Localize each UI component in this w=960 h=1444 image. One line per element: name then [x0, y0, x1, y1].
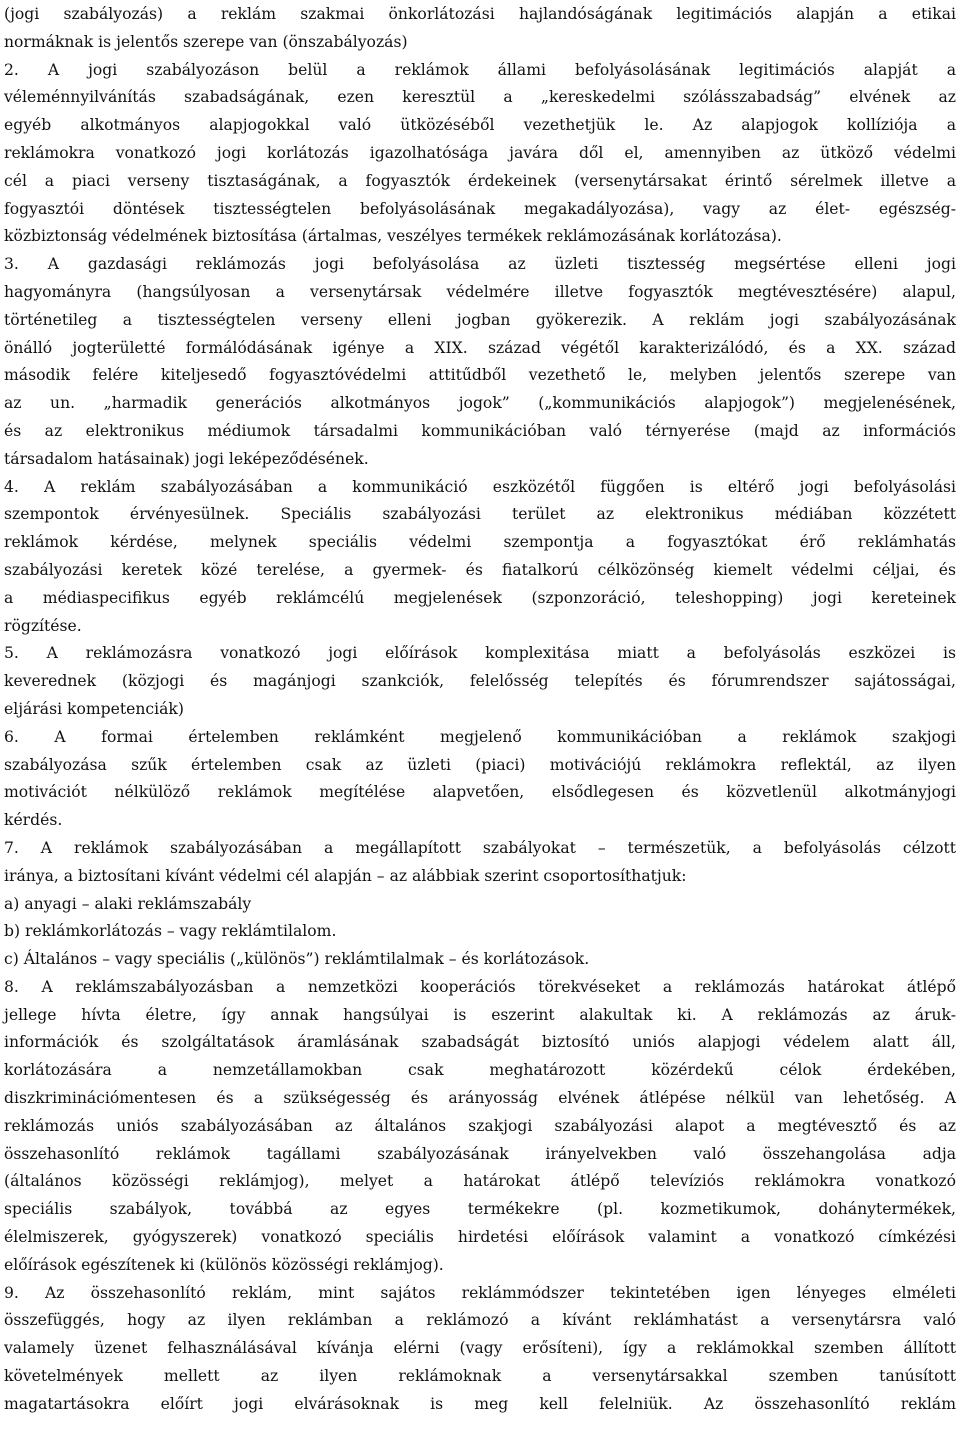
text-line: diszkriminációmentesen és a szükségesség és arányosság elvének átlépése nélkül van lehetőség. A: [4, 1089, 956, 1108]
text-line: szempontok érvényesülnek. Speciális szabályozási terület az elektronikus médiában közzétett: [4, 505, 956, 524]
text-line: történetileg a tisztességtelen verseny elleni jogban gyökerezik. A reklám jogi szabályozásának: [4, 310, 956, 329]
text-line: 6. A formai értelemben reklámként megjelenő kommunikációban a reklámok szakjogi: [4, 727, 956, 746]
document-page: [4, 1, 956, 1419]
text-line: 7. A reklámok szabályozásában a megállapított szabályokat – természetük, a befolyásolás célzott: [4, 838, 956, 857]
text-line: (általános közösségi reklámjog), melyet a határokat átlépő televíziós reklámokra vonatkozó: [4, 1172, 956, 1191]
text-line: 5. A reklámozásra vonatkozó jogi előírások komplexitása miatt a befolyásolás eszközei is: [4, 644, 956, 663]
text-line: korlátozására a nemzetállamokban csak meghatározott közérdekű célok érdekében,: [4, 1061, 956, 1080]
text-line: reklámokra vonatkozó jogi korlátozás igazolhatósága javára dől el, amennyiben az ütköző védelmi: [4, 143, 956, 162]
text-line: előírások egészítenek ki (különös közösségi reklámjog).: [4, 1255, 444, 1274]
text-line: 9. Az összehasonlító reklám, mint sajátos reklámmódszer tekintetében igen lényeges elméleti: [4, 1283, 956, 1302]
text-line: egyéb alkotmányos alapjogokkal való ütközéséből vezethetjük le. Az alapjogok kollíziója a: [4, 116, 956, 135]
text-line: második felére kiteljesedő fogyasztóvédelmi attitűdből vezethető le, melyben jelentős szerepe van: [4, 366, 956, 385]
text-line: 2. A jogi szabályozáson belül a reklámok állami befolyásolásának legitimációs alapját a: [4, 60, 956, 79]
text-line: magatartásokra előírt jogi elvárásoknak is meg kell felelniük. Az összehasonlító reklám: [4, 1394, 956, 1413]
text-line: 3. A gazdasági reklámozás jogi befolyásolása az üzleti tisztesség megsértése elleni jogi: [4, 255, 956, 274]
text-line: követelmények mellett az ilyen reklámoknak a versenytársakkal szemben tanúsított: [4, 1367, 956, 1386]
text-line: a médiaspecifikus egyéb reklámcélú megjelenések (szponzoráció, teleshopping) jogi kereteinek: [4, 588, 956, 607]
text-line: élelmiszerek, gyógyszerek) vonatkozó speciális hirdetési előírások valamint a vonatkozó címkézési: [4, 1228, 956, 1247]
text-line: rögzítése.: [4, 616, 82, 635]
text-line: a) anyagi – alaki reklámszabály: [4, 894, 252, 913]
text-line: és az elektronikus médiumok társadalmi kommunikációban való térnyerése (majd az információs: [4, 421, 956, 440]
text-line: motivációt nélkülöző reklámok megítélése alapvetően, elsődlegesen és közvetlenül alkotmányjogi: [4, 783, 956, 802]
text-line: normáknak is jelentős szerepe van (önszabályozás): [4, 32, 408, 51]
text-line: 4. A reklám szabályozásában a kommunikáció eszközétől függően is eltérő jogi befolyásolási: [4, 477, 956, 496]
text-line: közbiztonság védelmének biztosítása (ártalmas, veszélyes termékek reklámozásának korlátozása).: [4, 227, 782, 246]
text-line: az un. „harmadik generációs alkotmányos jogok” („kommunikációs alapjogok”) megjelenésének,: [4, 394, 956, 413]
text-line: iránya, a biztosítani kívánt védelmi cél alapján – az alábbiak szerint csoportosíthatjuk:: [4, 866, 687, 885]
text-line: (jogi szabályozás) a reklám szakmai önkorlátozási hajlandóságának legitimációs alapján a etikai: [4, 5, 956, 23]
text-line: önálló jogterületté formálódásának igénye a XIX. század végétől karakterizálódó, és a XX. század: [4, 338, 956, 357]
text-line: szabályozása szűk értelemben csak az üzleti (piaci) motivációjú reklámokra reflektál, az ilyen: [4, 755, 956, 774]
text-line: keverednek (közjogi és magánjogi szankciók, felelősség telepítés és fórumrendszer sajátosságai,: [4, 672, 956, 691]
text-line: kérdés.: [4, 811, 63, 830]
text-line: reklámozás uniós szabályozásában az általános szakjogi szabályozási alapot a megtévesztő és az: [4, 1116, 956, 1135]
text-line: információk és szolgáltatások áramlásának szabadságát biztosító uniós alapjogi védelem alatt áll,: [4, 1033, 956, 1052]
text-line: cél a piaci verseny tisztaságának, a fogyasztók érdekeinek (versenytársakat érintő sérelmek illetve a: [4, 171, 956, 190]
text-line: 8. A reklámszabályozásban a nemzetközi kooperációs törekvéseket a reklámozás határokat átlépő: [4, 977, 956, 996]
text-line: eljárási kompetenciák): [4, 699, 184, 718]
text-line: reklámok kérdése, melynek speciális védelmi szempontja a fogyasztókat érő reklámhatás: [4, 533, 956, 552]
text-line: szabályozási keretek közé terelése, a gyermek- és fiatalkorú célközönség kiemelt védelmi céljai, és: [4, 560, 956, 579]
text-line: fogyasztói döntések tisztességtelen befolyásolásának megakadályozása), vagy az élet- egészség-: [4, 199, 956, 218]
text-line: c) Általános – vagy speciális („különös”) reklámtilalmak – és korlátozások.: [4, 950, 590, 969]
text-line: társadalom hatásainak) jogi leképeződésének.: [4, 449, 369, 468]
text-line: valamely üzenet felhasználásával kívánja elérni (vagy erősíteni), így a reklámokkal szemben állított: [4, 1339, 956, 1358]
text-line: b) reklámkorlátozás – vagy reklámtilalom.: [4, 922, 337, 941]
text-line: összehasonlító reklámok tagállami szabályozásának irányelvekben való összehangolása adja: [4, 1144, 956, 1163]
text-line: véleménnyilvánítás szabadságának, ezen keresztül a „kereskedelmi szólásszabadság” elvének az: [4, 88, 956, 107]
text-line: hagyományra (hangsúlyosan a versenytársak védelmére illetve fogyasztók megtévesztésére) alapul,: [4, 282, 956, 301]
text-line: speciális szabályok, továbbá az egyes termékekre (pl. kozmetikumok, dohánytermékek,: [4, 1200, 956, 1219]
text-line: jellege hívta életre, így annak hangsúlyai is eszerint alakultak ki. A reklámozás az áruk-: [4, 1005, 956, 1024]
text-line: összefüggés, hogy az ilyen reklámban a reklámozó a kívánt reklámhatást a versenytársra való: [4, 1311, 956, 1330]
